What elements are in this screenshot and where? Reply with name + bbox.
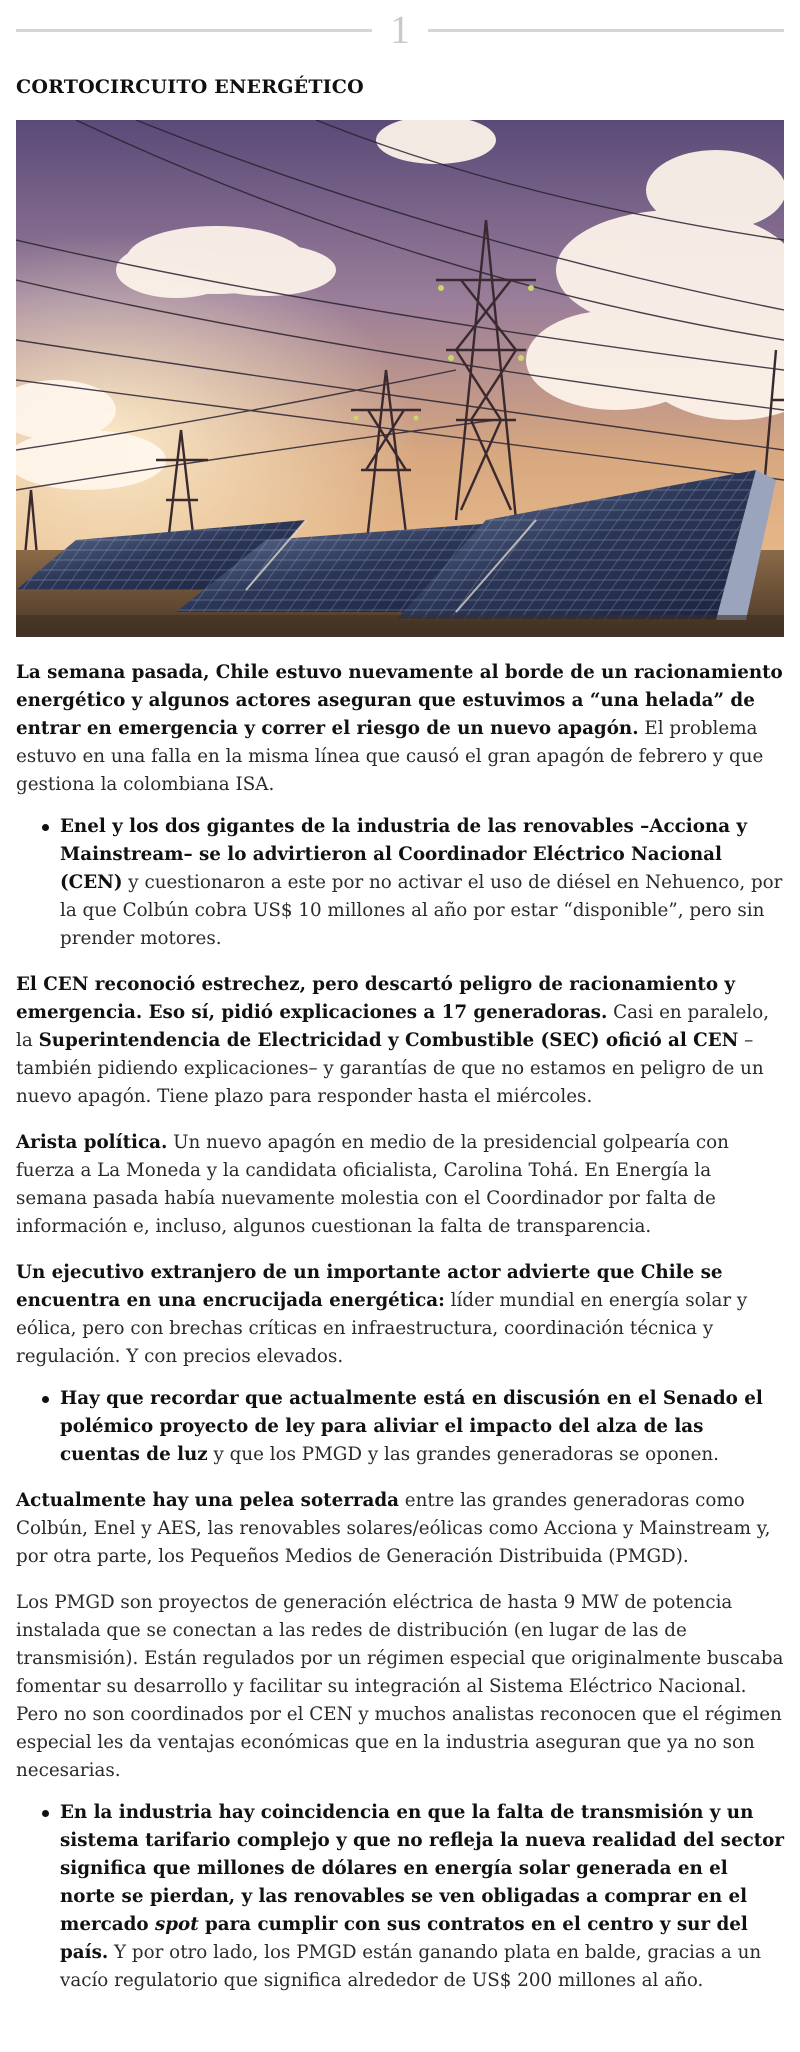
list-item — [16, 813, 784, 953]
bullet-icon — [42, 1396, 49, 1403]
paragraph-fight — [16, 1487, 784, 1571]
bullet-list-2 — [16, 1385, 784, 1469]
bullet-list-1 — [16, 813, 784, 953]
fight-bold: Actualmente hay una pelea soterrada — [16, 1490, 399, 1511]
cen-bold-1: El CEN reconoció estrechez, pero descartó peligro de racionamiento y emergencia. Eso sí, pidió explicaciones a 17 generadoras. — [16, 974, 735, 1023]
bullet-icon — [42, 1810, 49, 1817]
section-number-divider — [16, 0, 784, 60]
list-item — [16, 1799, 784, 1995]
bullet-2-text: y que los PMGD y las grandes generadoras se oponen. — [207, 1444, 719, 1465]
politics-bold: Arista política. — [16, 1132, 168, 1153]
intro-text: El problema estuvo en una falla en la misma línea que causó el gran apagón de febrero y que gestiona la colombiana ISA. — [16, 718, 764, 795]
divider-rule-right — [428, 29, 784, 32]
bullet-3-bold-italic: spot — [154, 1914, 199, 1935]
divider-rule-left — [16, 29, 372, 32]
paragraph-cen — [16, 971, 784, 1111]
bullet-1-bold: Enel y los dos gigantes de la industria de las renovables –Acciona y Mainstream– se lo advirtieron al Coordinador Eléctrico Nacional (CEN) — [60, 816, 748, 893]
intro-bold: La semana pasada, Chile estuvo nuevamente al borde de un racionamiento energético y algunos actores aseguran que estuvimos a “una helada” de entrar en emergencia y correr el riesgo de un nuevo apagón. — [16, 662, 783, 739]
fight-text: entre las grandes generadoras como Colbún, Enel y AES, las renovables solares/eólicas como Acciona y Mainstream y, por otra parte, los Pequeños Medios de Generación Distribuida (PMGD). — [16, 1490, 771, 1567]
cen-bold-2: Superintendencia de Electricidad y Combustible (SEC) ofició al CEN — [38, 1030, 739, 1051]
bullet-2-bold: Hay que recordar que actualmente está en discusión en el Senado el polémico proyecto de ley para aliviar el impacto del alza de las cuentas de luz — [60, 1388, 763, 1465]
cen-text: –también pidiendo explicaciones– y garantías de que no estamos en peligro de un nuevo apagón. Tiene plazo para responder hasta el miércoles. — [16, 1030, 764, 1107]
bullet-1-text: y cuestionaron a este por no activar el uso de diésel en Nehuenco, por la que Colbún cobra US$ 10 millones al año por estar “disponible”, pero sin prender motores. — [60, 872, 783, 949]
bullet-3-bold-2: para cumplir con sus contratos en el centro y sur del país. — [60, 1914, 748, 1963]
bullet-icon — [42, 824, 49, 831]
paragraph-intro — [16, 659, 784, 799]
solar-panels-power-lines-photo-icon — [16, 120, 784, 637]
cen-text-mid: Casi en paralelo, la — [16, 1002, 770, 1051]
hero-image — [16, 120, 784, 637]
list-item — [16, 1385, 784, 1469]
paragraph-pmgd: Los PMGD son proyectos de generación eléctrica de hasta 9 MW de potencia instalada que se conectan a las redes de distribución (en lugar de las de transmisión). Están regulados por un régimen especial que originalmente buscaba fomentar su desarrollo y facilitar su integración al Sistema Eléctrico Nacional. Pero no son coordinados por el CEN y muchos analistas reconocen que el régimen especial les da ventajas económicas que en la industria aseguran que ya no son necesarias. — [16, 1592, 784, 1781]
bullet-3-text: Y por otro lado, los PMGD están ganando plata en balde, gracias a un vacío regulatorio que significa alrededor de US$ 200 millones al año. — [60, 1942, 762, 1991]
bullet-list-3 — [16, 1799, 784, 1995]
paragraph-politics — [16, 1129, 784, 1241]
politics-text: Un nuevo apagón en medio de la presidencial golpearía con fuerza a La Moneda y la candidata oficialista, Carolina Tohá. En Energía la semana pasada había nuevamente molestia con el Coordinador por falta de información e, incluso, algunos cuestionan la falta de transparencia. — [16, 1132, 729, 1237]
section-title: CORTOCIRCUITO ENERGÉTICO — [16, 76, 364, 98]
executive-text: líder mundial en energía solar y eólica, pero con brechas críticas en infraestructura, coordinación técnica y regulación. Y con precios elevados. — [16, 1290, 748, 1367]
bullet-3-bold-1: En la industria hay coincidencia en que la falta de transmisión y un sistema tarifario complejo y que no refleja la nueva realidad del sector significa que millones de dólares en energía solar generada en el norte se pierdan, y las renovables se ven obligadas a comprar en el mercado — [60, 1802, 785, 1935]
executive-bold: Un ejecutivo extranjero de un importante actor advierte que Chile se encuentra en una encrucijada energética: — [16, 1262, 723, 1311]
paragraph-executive — [16, 1259, 784, 1371]
section-number: 1 — [390, 7, 410, 52]
